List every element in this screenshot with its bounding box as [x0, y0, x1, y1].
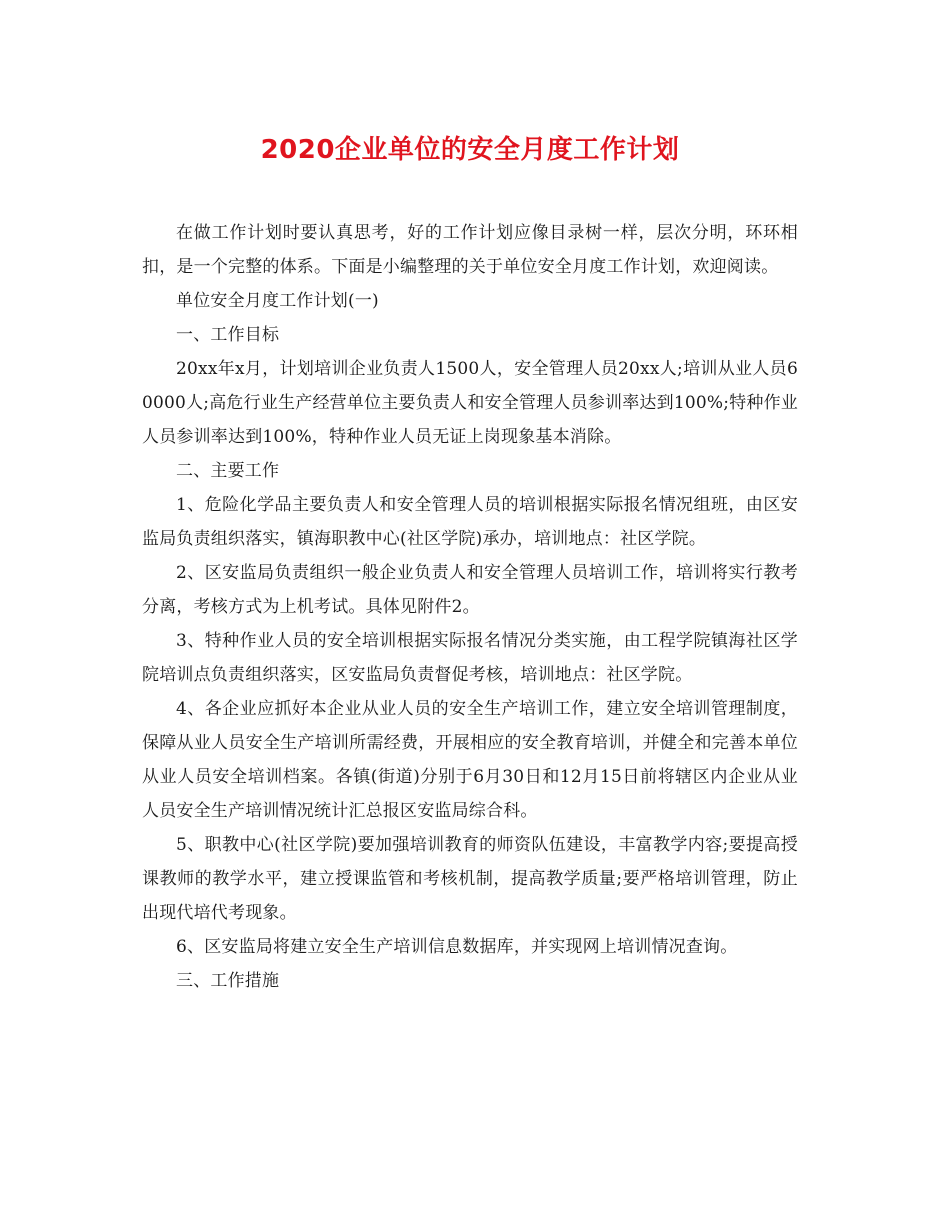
paragraph-goals: 20xx年x月，计划培训企业负责人1500人，安全管理人员20xx人;培训从业人员60000人;高危行业生产经营单位主要负责人和安全管理人员参训率达到100%;特种作业人员参训率达到100%，特种作业人员无证上岗现象基本消除。	[142, 359, 798, 447]
list-item-work-2: 2、区安监局负责组织一般企业负责人和安全管理人员培训工作，培训将实行教考分离，考核方式为上机考试。具体见附件2。	[142, 563, 798, 617]
document-title: 2020企业单位的安全月度工作计划	[260, 135, 680, 165]
section-heading-measures: 三、工作措施	[176, 971, 280, 991]
list-item-work-4: 4、各企业应抓好本企业从业人员的安全生产培训工作，建立安全培训管理制度，保障从业人员安全生产培训所需经费，开展相应的安全教育培训，并健全和完善本单位从业人员安全培训档案。各镇(街道)分别于6月30日和12月15日前将辖区内企业从业人员安全生产培训情况统计汇总报区安监局综合科。	[142, 699, 798, 821]
list-item-work-1: 1、危险化学品主要负责人和安全管理人员的培训根据实际报名情况组班，由区安监局负责组织落实，镇海职教中心(社区学院)承办，培训地点：社区学院。	[142, 495, 798, 549]
section-heading-plan-one: 单位安全月度工作计划(一)	[176, 291, 379, 311]
section-heading-goals: 一、工作目标	[176, 325, 280, 345]
section-heading-main-work: 二、主要工作	[176, 461, 280, 481]
list-item-work-6: 6、区安监局将建立安全生产培训信息数据库，并实现网上培训情况查询。	[176, 937, 738, 957]
list-item-work-3: 3、特种作业人员的安全培训根据实际报名情况分类实施，由工程学院镇海社区学院培训点负责组织落实，区安监局负责督促考核，培训地点：社区学院。	[142, 631, 798, 685]
list-item-work-5: 5、职教中心(社区学院)要加强培训教育的师资队伍建设，丰富教学内容;要提高授课教师的教学水平，建立授课监管和考核机制，提高教学质量;要严格培训管理，防止出现代培代考现象。	[142, 835, 798, 923]
paragraph-intro: 在做工作计划时要认真思考，好的工作计划应像目录树一样，层次分明，环环相扣，是一个完整的体系。下面是小编整理的关于单位安全月度工作计划，欢迎阅读。	[142, 223, 798, 277]
